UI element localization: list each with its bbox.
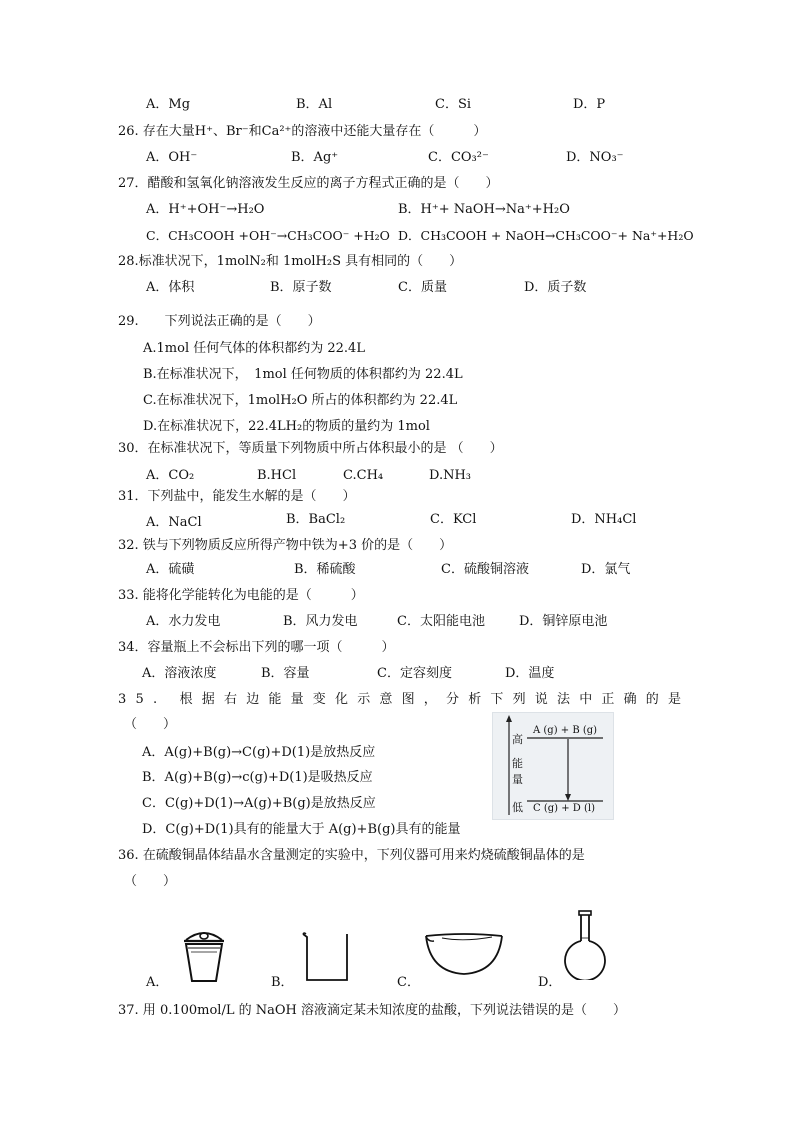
q36-option-b: B． <box>271 975 294 990</box>
q32-option-b: B．稀硫酸 <box>294 562 356 577</box>
evaporating-dish-icon <box>422 928 506 978</box>
q31-option-d: D．NH₄Cl <box>571 512 637 527</box>
q25-option-c: C．Si <box>435 97 472 112</box>
q33-option-b: B．风力发电 <box>283 614 358 629</box>
axis-high-label: 高 <box>512 733 523 746</box>
q29-option-c: C.在标准状况下，1molH₂O 所占的体积都约为 22.4L <box>143 393 458 408</box>
q28-option-b: B．原子数 <box>270 280 332 295</box>
q36-paren: （ ） <box>124 874 177 889</box>
q32-option-c: C．硫酸铜溶液 <box>441 562 529 577</box>
q36-option-a: A． <box>146 975 169 990</box>
q30-stem: 30．在标准状况下，等质量下列物质中所占体积最小的是 （ ） <box>118 441 503 456</box>
energy-diagram <box>492 712 614 820</box>
q34-option-b: B．容量 <box>261 666 310 681</box>
q26-stem: 26. 存在大量H⁺、Br⁻和Ca²⁺的溶液中还能大量存在（ ） <box>118 124 487 139</box>
q31-stem: 31．下列盐中，能发生水解的是（ ） <box>118 489 356 504</box>
q28-option-c: C．质量 <box>398 280 447 295</box>
q27-option-b: B．H⁺+ NaOH→Na⁺+H₂O <box>398 202 570 217</box>
axis-low-label: 低 <box>512 801 523 814</box>
q35-option-a: A．A(g)+B(g)→C(g)+D(1)是放热反应 <box>142 745 376 760</box>
q26-option-d: D．NO₃⁻ <box>566 150 624 165</box>
q33-stem: 33. 能将化学能转化为电能的是（ ） <box>118 588 364 603</box>
q25-option-d: D．P <box>573 97 606 112</box>
q31-option-a: A．NaCl <box>146 515 202 530</box>
q32-option-d: D．氯气 <box>581 562 631 577</box>
q28-option-a: A．体积 <box>146 280 195 295</box>
q36-option-c: C． <box>397 975 420 990</box>
q26-option-a: A．OH⁻ <box>146 150 198 165</box>
crucible-icon <box>180 928 228 986</box>
q32-option-a: A．硫磺 <box>146 562 195 577</box>
q35-option-d: D．C(g)+D(1)具有的能量大于 A(g)+B(g)具有的能量 <box>142 822 461 837</box>
q33-option-a: A．水力发电 <box>146 614 221 629</box>
axis-energy-label-2: 量 <box>512 773 523 786</box>
q25-option-a: A．Mg <box>146 97 191 112</box>
q30-option-d: D.NH₃ <box>429 468 472 483</box>
axis-energy-label-1: 能 <box>512 757 523 770</box>
q32-stem: 32. 铁与下列物质反应所得产物中铁为+3 价的是（ ） <box>118 538 453 553</box>
q27-option-c: C．CH₃COOH +OH⁻→CH₃COO⁻ +H₂O <box>146 228 390 243</box>
q29-option-a: A.1mol 任何气体的体积都约为 22.4L <box>143 341 365 356</box>
q31-option-c: C．KCl <box>430 512 477 527</box>
q27-stem: 27．醋酸和氢氧化钠溶液发生反应的离子方程式正确的是（ ） <box>118 176 499 191</box>
q30-option-b: B.HCl <box>257 468 297 483</box>
q36-stem: 36. 在硫酸铜晶体结晶水含量测定的实验中，下列仪器可用来灼烧硫酸铜晶体的是 <box>118 848 585 863</box>
q26-option-c: C．CO₃²⁻ <box>428 150 489 165</box>
q34-option-d: D．温度 <box>505 666 555 681</box>
q33-option-c: C．太阳能电池 <box>397 614 485 629</box>
q26-option-b: B．Ag⁺ <box>291 150 339 165</box>
q30-option-a: A．CO₂ <box>146 468 195 483</box>
round-bottom-flask-icon <box>560 908 610 980</box>
q36-option-d: D． <box>538 975 562 990</box>
q35-paren: （ ） <box>124 717 177 732</box>
q35-stem: 35. 根据右边能量变化示意图，分析下列说法中正确的是 <box>118 692 691 707</box>
q31-option-b: B．BaCl₂ <box>286 512 346 527</box>
q25-option-b: B．Al <box>296 97 333 112</box>
q35-option-c: C．C(g)+D(1)→A(g)+B(g)是放热反应 <box>142 796 376 811</box>
q27-option-a: A．H⁺+OH⁻→H₂O <box>146 202 265 217</box>
q34-option-c: C．定容刻度 <box>377 666 452 681</box>
energy-bottom-label: C (g) + D (l) <box>533 803 595 814</box>
q28-option-d: D．质子数 <box>524 280 587 295</box>
q28-stem: 28.标准状况下，1molN₂和 1molH₂S 具有相同的（ ） <box>118 254 463 269</box>
energy-top-label: A (g) + B (g) <box>533 725 598 736</box>
beaker-icon <box>300 930 352 984</box>
q33-option-d: D．铜锌原电池 <box>519 614 608 629</box>
q35-option-b: B．A(g)+B(g)→c(g)+D(1)是吸热反应 <box>142 770 373 785</box>
q34-stem: 34．容量瓶上不会标出下列的哪一项（ ） <box>118 640 395 655</box>
q34-option-a: A．溶液浓度 <box>142 666 217 681</box>
q29-option-b: B.在标准状况下， 1mol 任何物质的体积都约为 22.4L <box>143 367 463 382</box>
q30-option-c: C.CH₄ <box>343 468 384 483</box>
q27-option-d: D．CH₃COOH + NaOH→CH₃COO⁻+ Na⁺+H₂O <box>398 228 694 243</box>
q29-stem: 29. 下列说法正确的是（ ） <box>118 314 321 329</box>
q37-stem: 37. 用 0.100mol/L 的 NaOH 溶液滴定某未知浓度的盐酸，下列说法错误的是（ ） <box>118 1003 626 1018</box>
q29-option-d: D.在标准状况下，22.4LH₂的物质的量约为 1mol <box>143 419 430 434</box>
